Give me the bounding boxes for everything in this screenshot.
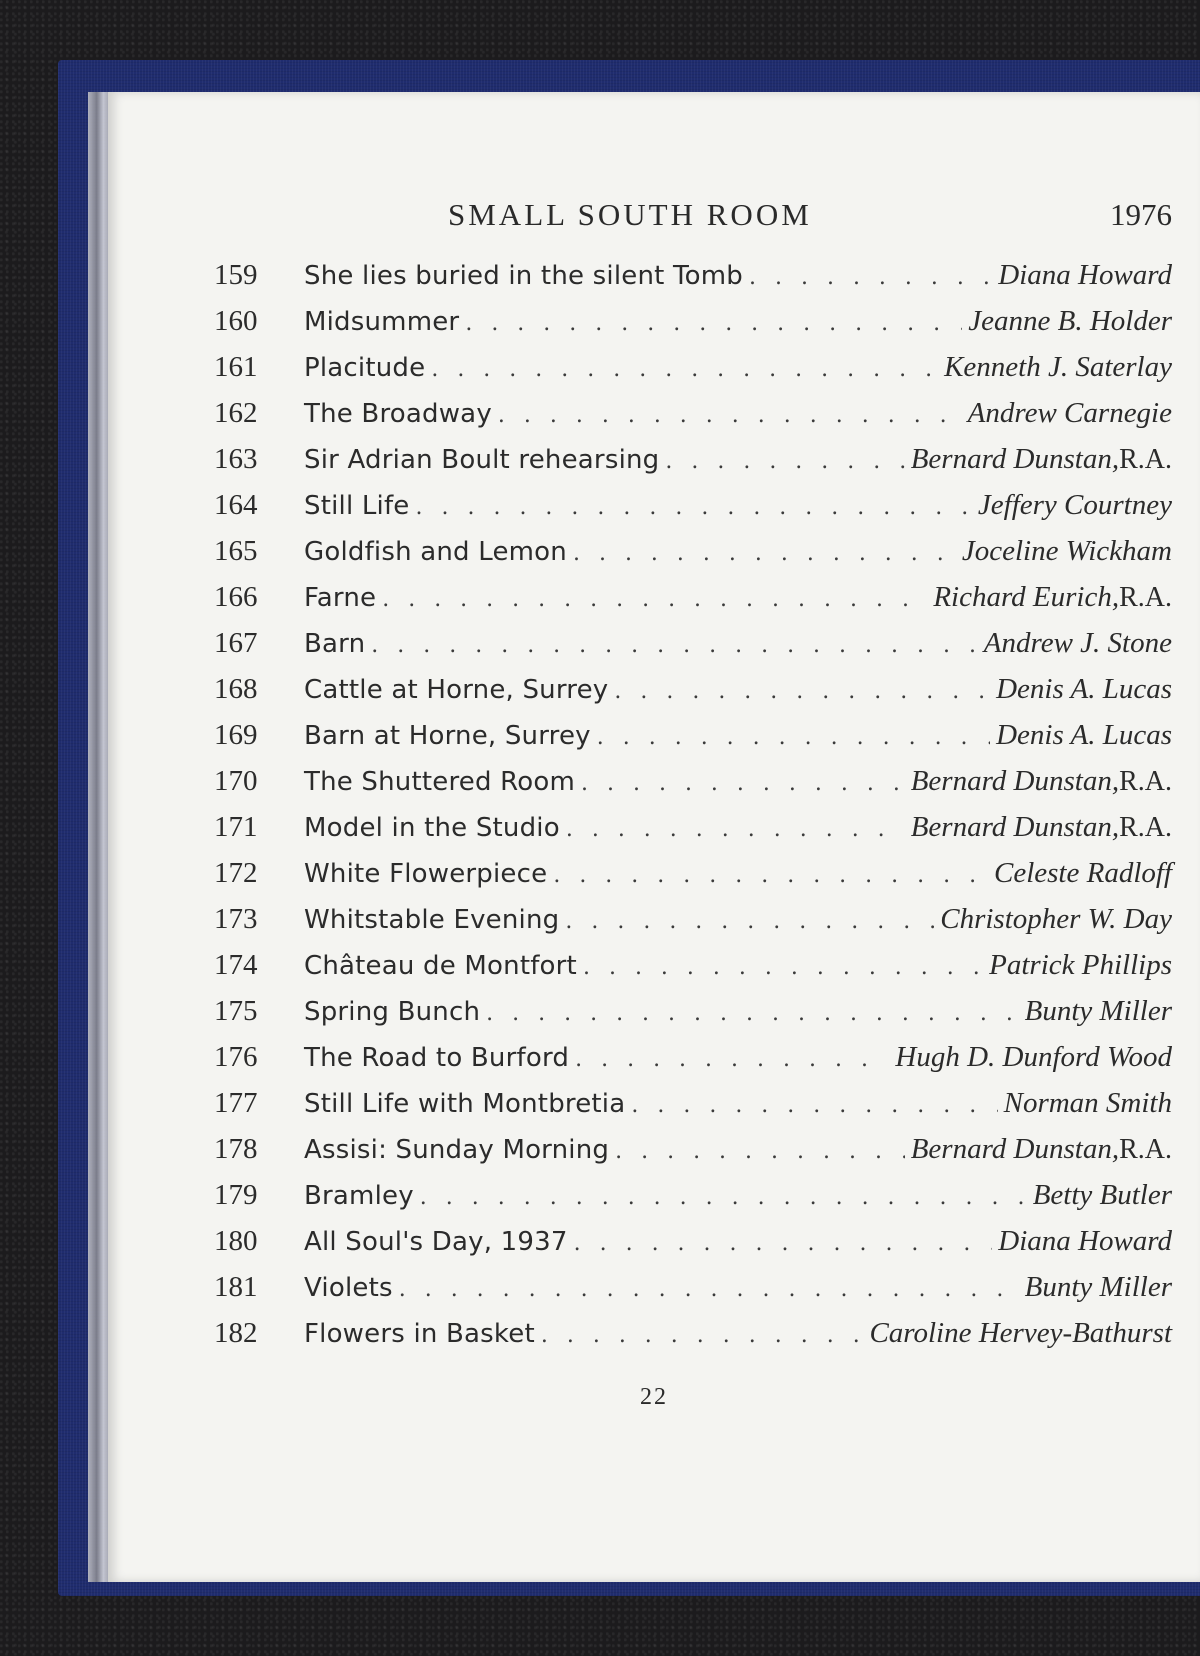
dot-leader bbox=[597, 715, 990, 761]
dot-leader bbox=[665, 439, 904, 485]
catalogue-year: 1976 bbox=[1110, 197, 1172, 232]
entry-body bbox=[304, 1172, 1172, 1221]
entry-number: 165 bbox=[214, 535, 258, 567]
artist-name: Norman Smith bbox=[1003, 1087, 1172, 1119]
entry-number: 164 bbox=[214, 489, 258, 521]
artist-suffix: R.A. bbox=[1119, 444, 1172, 475]
entry-number: 176 bbox=[214, 1041, 258, 1073]
dot-leader bbox=[581, 761, 905, 807]
artwork-title: Still Life with Montbretia bbox=[304, 1089, 626, 1119]
entry-number: 177 bbox=[214, 1087, 258, 1119]
entry-number: 172 bbox=[214, 857, 258, 889]
artwork-title: Cattle at Horne, Surrey bbox=[304, 675, 609, 705]
dot-leader bbox=[573, 531, 956, 577]
artist-suffix: R.A. bbox=[1119, 1134, 1172, 1165]
artwork-title: Still Life bbox=[304, 491, 410, 521]
entry-body bbox=[304, 620, 1172, 669]
catalogue-entry bbox=[108, 850, 1200, 896]
entry-number: 181 bbox=[214, 1271, 258, 1303]
entry-body bbox=[304, 252, 1172, 301]
entry-number: 159 bbox=[214, 259, 258, 291]
catalogue-entry bbox=[108, 1264, 1200, 1310]
dot-leader bbox=[565, 899, 934, 945]
dot-leader bbox=[420, 1175, 1027, 1221]
artist-name: Jeffery Courtney bbox=[977, 489, 1172, 521]
dot-leader bbox=[615, 1129, 905, 1175]
dot-leader bbox=[614, 669, 990, 715]
artwork-title: Bramley bbox=[304, 1181, 414, 1211]
entry-number: 179 bbox=[214, 1179, 258, 1211]
dot-leader bbox=[575, 1037, 889, 1083]
artist-name: Christopher W. Day bbox=[940, 903, 1172, 935]
catalogue-entry bbox=[108, 988, 1200, 1034]
catalogue-entry bbox=[108, 758, 1200, 804]
entry-number: 168 bbox=[214, 673, 258, 705]
entry-body bbox=[304, 1218, 1172, 1267]
catalogue-entry bbox=[108, 620, 1200, 666]
entry-number: 167 bbox=[214, 627, 258, 659]
entry-number: 161 bbox=[214, 351, 258, 383]
artwork-title: She lies buried in the silent Tomb bbox=[304, 261, 743, 291]
entry-number: 175 bbox=[214, 995, 258, 1027]
dot-leader bbox=[498, 393, 962, 439]
artwork-title: All Soul's Day, 1937 bbox=[304, 1227, 568, 1257]
artwork-title: The Road to Burford bbox=[304, 1043, 570, 1073]
page-header bbox=[108, 197, 1200, 237]
entry-number: 174 bbox=[214, 949, 258, 981]
artist-name: Jeanne B. Holder bbox=[968, 305, 1172, 337]
catalogue-entry bbox=[108, 1310, 1200, 1356]
page-gutter bbox=[88, 92, 110, 1582]
catalogue-entry bbox=[108, 252, 1200, 298]
artist-suffix: R.A. bbox=[1119, 766, 1172, 797]
catalogue-entry bbox=[108, 804, 1200, 850]
entry-body bbox=[304, 390, 1172, 439]
catalogue-entry bbox=[108, 712, 1200, 758]
artist-name: Diana Howard bbox=[998, 259, 1172, 291]
entry-number: 173 bbox=[214, 903, 258, 935]
catalogue-entry bbox=[108, 1218, 1200, 1264]
entry-number: 169 bbox=[214, 719, 258, 751]
artist-name: Diana Howard bbox=[998, 1225, 1172, 1257]
entry-body bbox=[304, 528, 1172, 577]
artwork-title: Flowers in Basket bbox=[304, 1319, 535, 1349]
entry-body bbox=[304, 1264, 1172, 1313]
dot-leader bbox=[486, 991, 1018, 1037]
catalogue-entry bbox=[108, 1126, 1200, 1172]
dot-leader bbox=[749, 255, 992, 301]
room-title: SMALL SOUTH ROOM bbox=[448, 197, 812, 232]
entry-number: 163 bbox=[214, 443, 258, 475]
artist-suffix: R.A. bbox=[1119, 812, 1172, 843]
artwork-title: Barn bbox=[304, 629, 366, 659]
dot-leader bbox=[574, 1221, 993, 1267]
artwork-title: Spring Bunch bbox=[304, 997, 481, 1027]
artist-name: Hugh D. Dunford Wood bbox=[895, 1041, 1172, 1073]
entry-number: 162 bbox=[214, 397, 258, 429]
entry-body bbox=[304, 942, 1172, 991]
artwork-title: Sir Adrian Boult rehearsing bbox=[304, 445, 660, 475]
artwork-title: Assisi: Sunday Morning bbox=[304, 1135, 610, 1165]
artwork-title: Farne bbox=[304, 583, 377, 613]
dot-leader bbox=[583, 945, 983, 991]
dot-leader bbox=[382, 577, 927, 623]
artist-name: Caroline Hervey-Bathurst bbox=[869, 1317, 1172, 1349]
catalogue-entry bbox=[108, 436, 1200, 482]
artist-name: Betty Butler bbox=[1032, 1179, 1172, 1211]
entry-body bbox=[304, 758, 1172, 807]
artwork-title: Midsummer bbox=[304, 307, 460, 337]
artist-name: Richard Eurich, bbox=[933, 581, 1120, 613]
artist-suffix: R.A. bbox=[1119, 582, 1172, 613]
entry-body bbox=[304, 1126, 1172, 1175]
entry-body bbox=[304, 436, 1172, 485]
artist-name: Andrew Carnegie bbox=[967, 397, 1172, 429]
artist-name: Bernard Dunstan, bbox=[910, 443, 1120, 475]
artist-name: Bernard Dunstan, bbox=[910, 1133, 1120, 1165]
dot-leader bbox=[416, 485, 972, 531]
artist-name: Celeste Radloff bbox=[994, 857, 1172, 889]
catalogue-entry bbox=[108, 1172, 1200, 1218]
entry-body bbox=[304, 804, 1172, 853]
entry-body bbox=[304, 712, 1172, 761]
catalogue-entry bbox=[108, 482, 1200, 528]
catalogue-entry bbox=[108, 298, 1200, 344]
dot-leader bbox=[465, 301, 962, 347]
artwork-title: Violets bbox=[304, 1273, 393, 1303]
artist-name: Patrick Phillips bbox=[989, 949, 1172, 981]
catalogue-entry bbox=[108, 896, 1200, 942]
catalogue-entry bbox=[108, 1034, 1200, 1080]
entry-number: 160 bbox=[214, 305, 258, 337]
page-number: 22 bbox=[640, 1384, 668, 1410]
artist-name: Bernard Dunstan, bbox=[910, 811, 1120, 843]
artwork-title: Barn at Horne, Surrey bbox=[304, 721, 591, 751]
artist-name: Bunty Miller bbox=[1024, 995, 1172, 1027]
artist-name: Denis A. Lucas bbox=[996, 673, 1172, 705]
artwork-title: Whitstable Evening bbox=[304, 905, 560, 935]
artwork-title: Placitude bbox=[304, 353, 426, 383]
catalogue-page bbox=[108, 92, 1200, 1582]
artist-name: Bernard Dunstan, bbox=[910, 765, 1120, 797]
artist-name: Denis A. Lucas bbox=[996, 719, 1172, 751]
catalogue-entry bbox=[108, 1080, 1200, 1126]
entry-body bbox=[304, 298, 1172, 347]
artwork-title: The Shuttered Room bbox=[304, 767, 575, 797]
entry-number: 171 bbox=[214, 811, 258, 843]
entry-number: 166 bbox=[214, 581, 258, 613]
entry-body bbox=[304, 574, 1172, 623]
entry-body bbox=[304, 1034, 1172, 1083]
artist-name: Joceline Wickham bbox=[961, 535, 1172, 567]
catalogue-entry bbox=[108, 942, 1200, 988]
entry-body bbox=[304, 988, 1172, 1037]
catalogue-entry bbox=[108, 666, 1200, 712]
entry-number: 178 bbox=[214, 1133, 258, 1165]
entry-list bbox=[108, 252, 1200, 1356]
entry-body bbox=[304, 482, 1172, 531]
dot-leader bbox=[541, 1313, 864, 1359]
entry-number: 170 bbox=[214, 765, 258, 797]
entry-body bbox=[304, 1080, 1172, 1129]
catalogue-entry bbox=[108, 528, 1200, 574]
artist-name: Kenneth J. Saterlay bbox=[944, 351, 1172, 383]
dot-leader bbox=[553, 853, 988, 899]
entry-body bbox=[304, 666, 1172, 715]
entry-body bbox=[304, 896, 1172, 945]
artist-name: Andrew J. Stone bbox=[983, 627, 1172, 659]
entry-number: 180 bbox=[214, 1225, 258, 1257]
dot-leader bbox=[566, 807, 905, 853]
dot-leader bbox=[399, 1267, 1019, 1313]
catalogue-entry bbox=[108, 344, 1200, 390]
entry-body bbox=[304, 1310, 1172, 1359]
entry-body bbox=[304, 850, 1172, 899]
artwork-title: Château de Montfort bbox=[304, 951, 577, 981]
dot-leader bbox=[371, 623, 978, 669]
artwork-title: White Flowerpiece bbox=[304, 859, 548, 889]
dot-leader bbox=[631, 1083, 997, 1129]
dot-leader bbox=[431, 347, 938, 393]
artist-name: Bunty Miller bbox=[1024, 1271, 1172, 1303]
catalogue-entry bbox=[108, 390, 1200, 436]
entry-number: 182 bbox=[214, 1317, 258, 1349]
artwork-title: The Broadway bbox=[304, 399, 492, 429]
catalogue-entry bbox=[108, 574, 1200, 620]
artwork-title: Goldfish and Lemon bbox=[304, 537, 567, 567]
entry-body bbox=[304, 344, 1172, 393]
artwork-title: Model in the Studio bbox=[304, 813, 560, 843]
